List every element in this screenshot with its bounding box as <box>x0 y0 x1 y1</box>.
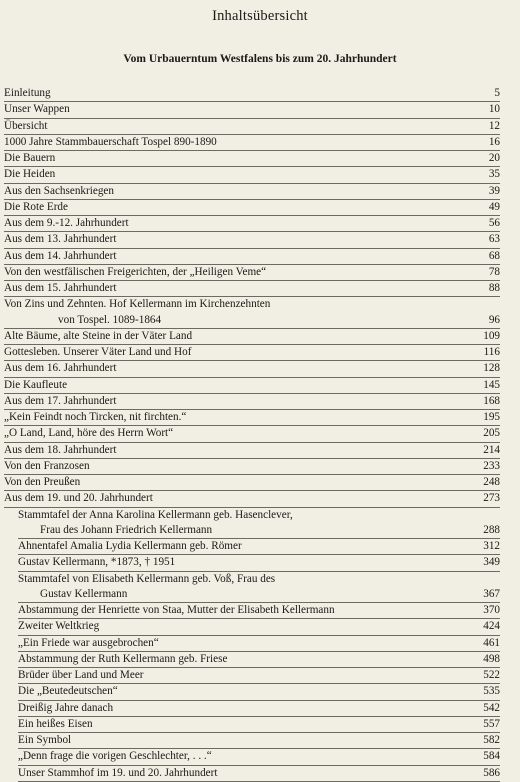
toc-subentry <box>18 652 500 668</box>
toc-subentry <box>18 539 500 555</box>
toc-entry <box>4 102 500 118</box>
table-of-contents <box>4 86 500 782</box>
toc-entry-page: 10 <box>488 103 500 116</box>
toc-entry-title: Aus dem 15. Jahrhundert <box>4 282 117 294</box>
toc-entry-title: Aus dem 13. Jahrhundert <box>4 233 117 246</box>
toc-entry-title: Von den Preußen <box>4 476 81 488</box>
toc-entry-title: Ahnentafel Amalia Lydia Kellermann geb. Römer <box>18 540 242 552</box>
toc-entry-page: 233 <box>483 459 500 472</box>
toc-entry-page: 248 <box>483 476 500 488</box>
toc-entry <box>4 184 500 200</box>
toc-entry-page: 20 <box>488 152 500 164</box>
toc-entry-page: 63 <box>488 233 500 246</box>
toc-subentry <box>18 555 500 571</box>
page-title: Inhaltsübersicht <box>212 8 308 24</box>
toc-entry <box>4 426 500 442</box>
toc-entry-title: Die Rote Erde <box>4 200 68 213</box>
toc-entry <box>4 378 500 394</box>
toc-subentry <box>18 684 500 700</box>
toc-entry-title: Alte Bäume, alte Steine in der Väter Land <box>4 329 193 342</box>
toc-entry <box>4 475 500 491</box>
toc-entry-title: Stammtafel der Anna Karolina Kellermann geb. Hasenclever, <box>18 508 293 521</box>
toc-subentry <box>18 717 500 733</box>
toc-entry <box>4 345 500 361</box>
toc-entry-page: 5 <box>494 87 500 99</box>
toc-entry-title: „Denn frage die vorigen Geschlechter, . . .“ <box>18 750 212 763</box>
toc-entry-title: Frau des Johann Friedrich Kellermann <box>40 523 213 536</box>
toc-entry-page: 349 <box>483 556 500 569</box>
toc-entry-page: 461 <box>483 636 500 649</box>
toc-entry-title: Ein heißes Eisen <box>18 717 93 730</box>
toc-entry <box>4 459 500 475</box>
toc-entry-title: Aus den Sachsenkriegen <box>4 184 114 197</box>
toc-entry-page: 367 <box>483 587 500 600</box>
toc-subentry <box>18 766 500 782</box>
toc-entry-page: 214 <box>483 443 500 456</box>
toc-subentry <box>18 749 500 765</box>
toc-entry-page: 78 <box>488 265 500 278</box>
page-subtitle: Vom Urbauerntum Westfalens bis zum 20. Jahrhundert <box>123 53 397 65</box>
toc-entry-title: „O Land, Land, höre des Herrn Wort“ <box>4 427 174 440</box>
toc-entry-title: Gustav Kellermann <box>40 587 128 600</box>
toc-entry-page: 96 <box>488 313 500 326</box>
toc-entry-page: 498 <box>483 652 500 665</box>
toc-entry <box>4 361 500 377</box>
toc-entry-title: Die „Beutedeutschen“ <box>18 685 118 698</box>
toc-entry-page: 584 <box>483 750 500 763</box>
toc-entry <box>4 491 500 507</box>
toc-entry-page: 49 <box>488 200 500 213</box>
toc-entry-title: 1000 Jahre Stammbauerschaft Tospel 890-1890 <box>4 135 217 148</box>
toc-entry-page: 88 <box>488 282 500 294</box>
toc-entry-page: 195 <box>483 411 500 423</box>
toc-subentry <box>18 508 500 523</box>
toc-entry-title: Übersicht <box>4 119 48 132</box>
toc-entry-title: von Tospel. 1089-1864 <box>58 313 162 326</box>
toc-entry-page: 370 <box>483 604 500 616</box>
toc-entry-page: 16 <box>488 135 500 148</box>
toc-entry-page: 128 <box>483 362 500 375</box>
toc-entry-continuation <box>4 313 500 329</box>
toc-entry-title: Unser Stammhof im 19. und 20. Jahrhundert <box>18 766 218 779</box>
toc-entry-page: 145 <box>483 378 500 391</box>
toc-entry <box>4 135 500 151</box>
toc-subentry-continuation <box>18 523 500 539</box>
toc-entry-title: Aus dem 17. Jahrhundert <box>4 394 117 407</box>
toc-entry-title: Abstammung der Ruth Kellermann geb. Friese <box>18 652 228 665</box>
toc-entry-page: 288 <box>483 523 500 536</box>
toc-entry-title: Aus dem 18. Jahrhundert <box>4 443 117 456</box>
toc-entry-page: 39 <box>488 184 500 197</box>
toc-entry-title: Zweiter Weltkrieg <box>18 620 100 633</box>
toc-entry <box>4 151 500 167</box>
toc-entry-title: Von Zins und Zehnten. Hof Kellermann im Kirchenzehnten <box>4 298 271 311</box>
toc-entry <box>4 265 500 281</box>
toc-entry-title: Unser Wappen <box>4 103 70 116</box>
toc-entry-page: 542 <box>483 701 500 714</box>
toc-subentry <box>18 733 500 749</box>
toc-entry-page: 205 <box>483 427 500 440</box>
toc-entry <box>4 232 500 248</box>
toc-entry-page: 12 <box>488 119 500 132</box>
toc-entry-page: 168 <box>483 394 500 407</box>
toc-entry <box>4 249 500 265</box>
toc-entry-page: 56 <box>488 217 500 229</box>
toc-entry <box>4 329 500 345</box>
toc-entry-page: 424 <box>483 620 500 633</box>
toc-entry <box>4 119 500 135</box>
toc-entry-title: Aus dem 16. Jahrhundert <box>4 362 117 375</box>
toc-entry-page: 535 <box>483 685 500 698</box>
toc-entry-title: Brüder über Land und Meer <box>18 669 144 681</box>
toc-entry-title: Aus dem 14. Jahrhundert <box>4 249 117 262</box>
toc-entry-page: 586 <box>483 766 500 779</box>
toc-entry <box>4 281 500 297</box>
toc-entry-title: „Ein Friede war ausgebrochen“ <box>18 636 159 649</box>
toc-subentry <box>18 636 500 652</box>
toc-entry <box>4 297 500 312</box>
toc-entry-page: 522 <box>483 669 500 681</box>
toc-entry-page: 116 <box>483 346 500 358</box>
toc-subentry <box>18 619 500 635</box>
toc-entry-title: „Kein Feindt noch Tircken, nit firchten.“ <box>4 411 187 423</box>
toc-entry-title: Dreißig Jahre danach <box>18 701 114 714</box>
toc-entry-page: 68 <box>488 249 500 262</box>
toc-entry <box>4 216 500 232</box>
toc-entry <box>4 410 500 426</box>
toc-subentry <box>18 668 500 684</box>
toc-entry <box>4 394 500 410</box>
toc-entry-page: 109 <box>483 329 500 342</box>
toc-entry-page: 557 <box>483 717 500 730</box>
toc-entry-title: Von den westfälischen Freigerichten, der „Heiligen Veme“ <box>4 265 267 278</box>
toc-entry-title: Ein Symbol <box>18 734 72 746</box>
toc-entry <box>4 167 500 183</box>
toc-entry-title: Die Heiden <box>4 168 56 181</box>
toc-subentry <box>18 572 500 587</box>
toc-entry-title: Stammtafel von Elisabeth Kellermann geb. Voß, Frau des <box>18 572 276 585</box>
toc-entry-title: Gustav Kellermann, *1873, † 1951 <box>18 556 176 569</box>
toc-entry <box>4 86 500 102</box>
toc-entry-title: Gottesleben. Unserer Väter Land und Hof <box>4 346 192 358</box>
toc-entry-title: Von den Franzosen <box>4 459 90 472</box>
toc-entry-title: Aus dem 9.-12. Jahrhundert <box>4 217 129 229</box>
toc-subentry <box>18 603 500 619</box>
toc-entry-title: Abstammung der Henriette von Staa, Mutter der Elisabeth Kellermann <box>18 604 335 616</box>
toc-entry-title: Einleitung <box>4 87 51 99</box>
toc-entry-title: Die Bauern <box>4 152 56 164</box>
toc-entry <box>4 200 500 216</box>
toc-entry-title: Die Kaufleute <box>4 378 68 391</box>
toc-entry-page: 35 <box>488 168 500 181</box>
toc-entry-page: 312 <box>483 540 500 552</box>
toc-entry <box>4 443 500 459</box>
toc-subentry <box>18 701 500 717</box>
toc-entry-title: Aus dem 19. und 20. Jahrhundert <box>4 492 153 505</box>
toc-entry-page: 273 <box>483 492 500 505</box>
toc-subentry-continuation <box>18 587 500 603</box>
toc-entry-page: 582 <box>483 734 500 746</box>
